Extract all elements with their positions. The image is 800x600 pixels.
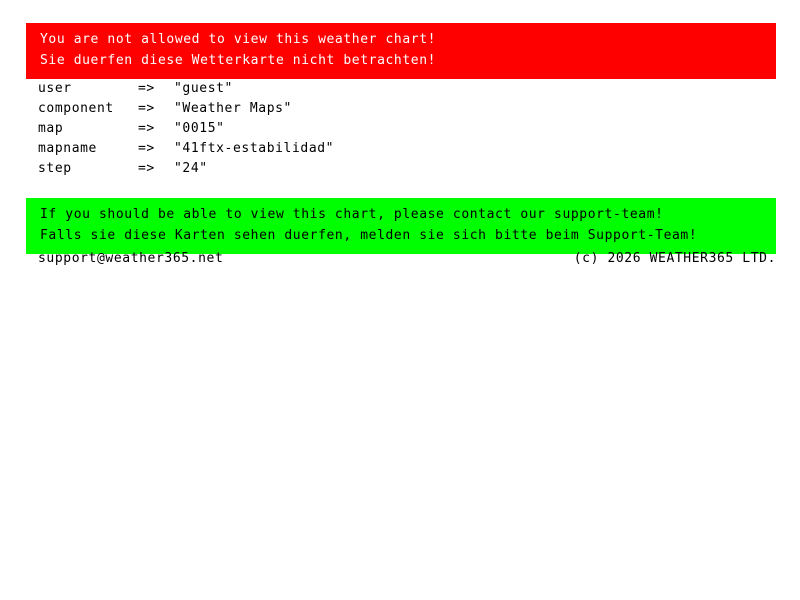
parameter-value: "Weather Maps" [174, 101, 292, 116]
parameter-row [38, 79, 334, 99]
parameter-key: step [38, 161, 72, 176]
parameter-arrow: => [138, 161, 155, 176]
parameter-value: "guest" [174, 81, 233, 96]
support-email[interactable]: support@weather365.net [38, 251, 224, 266]
parameter-arrow: => [138, 81, 155, 96]
footer [38, 250, 776, 268]
error-banner-line-de: Sie duerfen diese Wetterkarte nicht betrachten! [40, 53, 437, 68]
parameter-row [38, 99, 334, 119]
parameter-arrow: => [138, 121, 155, 136]
parameter-list [38, 79, 334, 179]
parameter-arrow: => [138, 141, 155, 156]
error-banner-line-en: You are not allowed to view this weather chart! [40, 32, 437, 47]
parameter-row [38, 139, 334, 159]
error-banner [26, 23, 776, 79]
copyright-notice: (c) 2026 WEATHER365 LTD. [573, 251, 776, 266]
parameter-key: component [38, 101, 114, 116]
info-banner-line-en: If you should be able to view this chart, please contact our support-team! [40, 207, 664, 222]
parameter-key: mapname [38, 141, 97, 156]
parameter-row [38, 159, 334, 179]
parameter-row [38, 119, 334, 139]
info-banner [26, 198, 776, 254]
parameter-value: "0015" [174, 121, 225, 136]
parameter-key: map [38, 121, 64, 136]
parameter-value: "41ftx-estabilidad" [174, 141, 335, 156]
parameter-arrow: => [138, 101, 155, 116]
parameter-key: user [38, 81, 72, 96]
info-banner-line-de: Falls sie diese Karten sehen duerfen, melden sie sich bitte beim Support-Team! [40, 228, 698, 243]
parameter-value: "24" [174, 161, 208, 176]
